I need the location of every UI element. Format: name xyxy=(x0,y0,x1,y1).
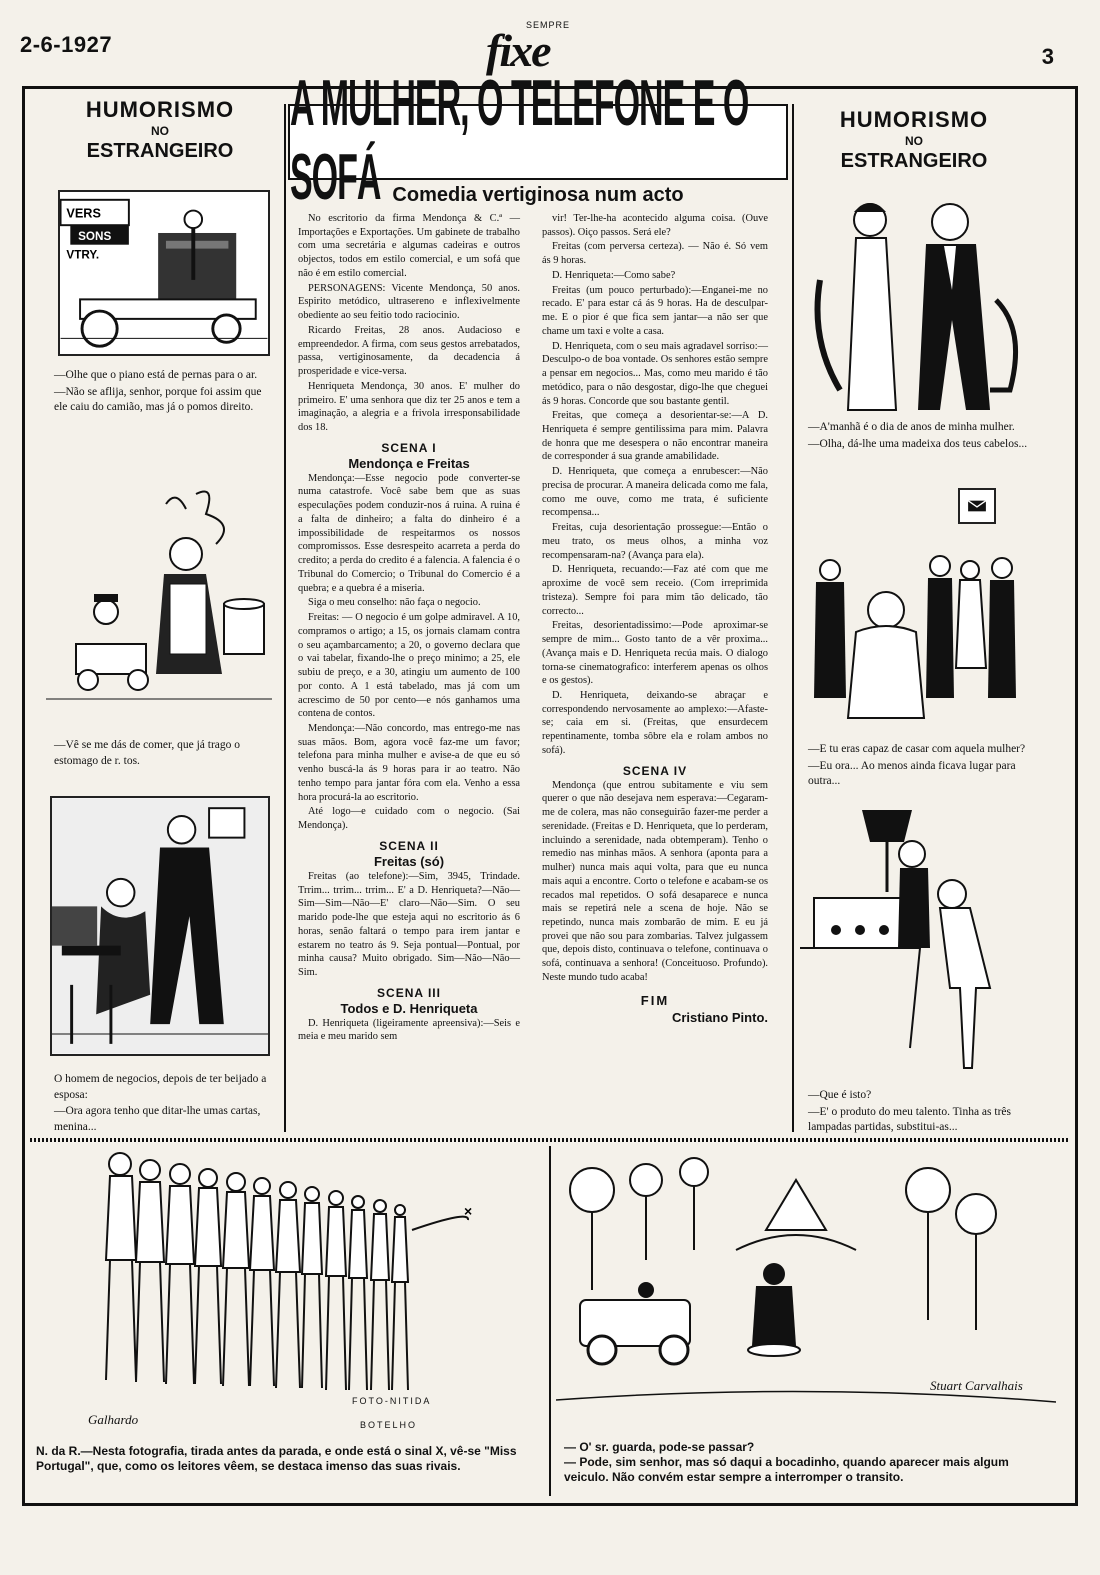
issue-date: 2-6-1927 xyxy=(20,32,113,57)
article-paragraph: D. Henriqueta, deixando-se abraçar e correspondendo nervosamente ao amplexo:—Afaste-se; caia em si. (Freitas, que ensurdecem repentinamente, tomba sôbre ela e rolam ambos no sofá). xyxy=(542,689,768,756)
article-paragraph: Freitas: — O negocio é um golpe admiravel. A 10, compramos o artigo; a 15, os jornais clamam contra o seu açambarcamento; a 20, o governo declara que o vai tabelar, fixando-lhe o preço minimo; a 25, ele subiu de preço, e a 30, atingiu um aumento de 100 por conto. A 1 está tabelado, mas já com um acrescimo de 50 por cento—e nós ganhamos uma contena de contos. xyxy=(298,612,520,720)
article-paragraph: Henriqueta Mendonça, 30 anos. E' mulher do primeiro. E' uma senhora que diz ter 25 anos e tem a imaginação, a alegria e a frivola irresponsabilidade dos 18. xyxy=(298,380,520,434)
left-section-heading: HUMORISMO NO ESTRANGEIRO xyxy=(85,97,235,162)
article-paragraph: Freitas, desorientadissimo:—Pode aproximar-se sempre de mim... Gosto tanto de a vêr proxima... (Avança mais e D. Henriqueta recúa mais. O dialogo torna-se cinematografico: interferem apenas os olhos e os gestos). xyxy=(542,620,768,687)
article-paragraph: Mendonça:—Não concordo, mas entrego-me nas suas mãos. Bom, agora você faz-me um favor; telefona para minha mulher e avise-a de que eu só venho buscá-la ás 9 horas para ir ao teatro. Não tenho tempo para jantar fóra com ela. Venho a essa hora procurá-la ao escritorio. xyxy=(298,722,520,803)
left-caption-3: O homem de negocios, depois de ter beijado a esposa: —Ora agora tenho que ditar-lhe umas cartas, menina... xyxy=(54,1073,267,1133)
scene-3-title: Todos e D. Henriqueta xyxy=(340,1000,478,1016)
scene-2-title: Freitas (só) xyxy=(373,853,445,869)
cartoon-men-lady xyxy=(800,548,1026,728)
article-paragraph: D. Henriqueta, recuando:—Faz até com que me aproxime de você sem receio. (Com irreprimida tristeza). Sempre foi para mim tão delicado, tão correcto... xyxy=(542,564,768,617)
article-paragraph: D. Henriqueta:—Como sabe? xyxy=(552,269,676,281)
article-paragraph: Siga o meu conselho: não faça o negocio. xyxy=(308,597,481,609)
left-credit: BOTELHO xyxy=(360,1420,418,1430)
men-lady-illustration xyxy=(800,548,1026,728)
right-caption-2: —E tu eras capaz de casar com aquela mulher? —Eu ora... Ao menos ainda ficava lugar para outra... xyxy=(808,743,1026,788)
cartoon-chorus-line xyxy=(40,1150,540,1420)
scene-1-label: SCENA I xyxy=(381,440,437,455)
cartoon-couple-formal xyxy=(800,190,1030,414)
cook-kitchen-illustration xyxy=(46,484,272,720)
article-paragraph: vir! Ter-lhe-ha acontecido alguma coisa. (Ouve passos). Oiço passos. Será ele? xyxy=(542,213,768,238)
article-author: Cristiano Pinto. xyxy=(671,1009,768,1025)
radio-lamps-illustration xyxy=(800,798,1026,1076)
article-paragraph: Mendonça:—Esse negocio pode converter-se numa catastrofe. Você sabe bem que as suas especulações podem conduzir-nos á ruina. A ruina é a falta de dinheiro; a falta do dinheiro é a impossibilidade de respeitarmos os nossos compromissos. Esse desrespeito acarreta a perda do credito; a perda do credito é a falencia. A falencia é o Tribunal do Comercio; o Tribunal do Comercio é a quebra; e a quebra é a miseria. xyxy=(298,472,520,594)
piano-truck-illustration xyxy=(60,192,268,354)
article-headline: A MULHER, O TELEFONE E O SOFÁ xyxy=(288,104,788,180)
svg-text:×: × xyxy=(464,1203,473,1219)
article-paragraph: D. Henriqueta (ligeiramente apreensiva):—Seis e meia e meu marido sem xyxy=(298,1017,520,1043)
sign-text-3: VTRY. xyxy=(66,248,100,262)
bottom-column-rule xyxy=(549,1146,551,1496)
column-rule-left xyxy=(284,104,286,1132)
article-paragraph: Mendonça (que entrou subitamente e viu sem querer o que não desejava nem esperava:—Cegaram-me de colera, mas não conseguirão fazer-me perder a serenidade. (Freitas e D. Henriqueta, que lo perderam, incluindo a serenidade, nada obtemperam). Tenho o remedio nas minhas mãos. A senhora (aponta para a mulher) nunca mais aqui volta, para que eu nunca mais aqui a encontre. Corto o telefone e acabam-se os recados mal repetidos. O sofá desaparece e nunca mais se repetirá nele a scena de hoje. Não se repetindo, nunca mais zombarão de mim. E eu já provei que não sou para zombarias. Talvez julgassem que, depois disto, continuava o telefone, continuava o sofá, continuava a senhora! (Conceituoso. Profundo). Neste mundo tudo acaba! xyxy=(542,779,768,983)
article-paragraph: PERSONAGENS: Vicente Mendonça, 50 anos. Espirito metódico, ultrasereno e inflexivelmente obediente ao seu feitio todo raciocinio. xyxy=(298,282,520,322)
article-paragraph: Freitas (um pouco perturbado):—Enganei-me no recado. E' para estar cá ás 9 horas. Ha de desculpar-me. E o pior é que fica sem jantar—a não ser que chame um taxi e volte a casa. xyxy=(542,284,768,337)
article-end: FIM xyxy=(640,992,670,1008)
dotted-separator xyxy=(30,1138,1070,1142)
article-paragraph: No escritorio da firma Mendonça & C.ª — Importações e Exportações. Um gabinete de trabalho com uma secretária e algumas cadeiras e outros objectos, todos em estilo comercial, e um sofá que não é em estilo comercial. xyxy=(298,213,520,279)
scene-2-label: SCENA II xyxy=(379,838,439,853)
page-number: 3 xyxy=(1041,44,1054,69)
newspaper-logo xyxy=(474,18,634,74)
left-caption-2: —Vê se me dás de comer, que já trago o estomago de r. tos. xyxy=(54,739,241,767)
article-paragraph: D. Henriqueta, que começa a enrubescer:—Não precisa de procurar. A maneira delicada como me fala, como me ouve, como me trata, é suficiente recompensa... xyxy=(542,466,768,519)
left-caption-1: —Olhe que o piano está de pernas para o ar. —Não se aflija, senhor, porque foi assim que ele caiu do camião, mas já o pomos direito. xyxy=(54,369,262,414)
article-paragraph: Freitas, que começa a desorientar-se:—A D. Henriqueta é sempre gentilissima para mim. Palavra de honra que me desespera o não encontrar maneira de corresponder á sua grande amabilidade. xyxy=(542,410,768,463)
article-paragraph: Freitas (ao telefone):—Sim, 3945, Trindade. Trrim... trrim... trrim... E' a D. Henriqueta?—Não—Sim—Sim—Não—E' claro—Não—Sim. O seu marido pode-lhe que esteja aqui no escritorio ás 6 horas, senão faltará o tempo para irem jantar e estarem no teatro ás 9. Seja pontual—Pontual, por minha causa? Muito obrigado. Sim—Não—Não—Sim. xyxy=(298,870,520,978)
ornament-box xyxy=(958,488,996,524)
logo-subtitle: SEMPRE xyxy=(526,20,571,30)
article-column-1 xyxy=(298,212,520,1045)
cartoon-businessman-office xyxy=(50,796,270,1056)
sign-text-1: VERS xyxy=(66,206,101,221)
article-column-2 xyxy=(542,212,768,1026)
left-artist-signature: Galhardo xyxy=(88,1412,139,1427)
column-rule-right xyxy=(792,104,794,1132)
right-caption-1: —A'manhã é o dia de anos de minha mulher. —Olha, dá-lhe uma madeixa dos teus cabelos... xyxy=(808,421,1028,450)
right-artist-signature: Stuart Carvalhais xyxy=(930,1378,1023,1393)
photo-label: FOTO-NITIDA xyxy=(352,1396,432,1406)
bottom-right-caption: — O' sr. guarda, pode-se passar? — Pode, sim senhor, mas só daqui a bocadinho, quando aparecer mais algum veiculo. Não convém estar sempre a interromper o transito. xyxy=(564,1440,1009,1484)
scene-4-label: SCENA IV xyxy=(622,763,688,778)
right-section-heading: HUMORISMO NO ESTRANGEIRO xyxy=(839,107,989,172)
right-caption-3: —Que é isto? —E' o produto do meu talento. Tinha as três lampadas partidas, substitui-as... xyxy=(808,1089,1011,1134)
chorus-line-illustration xyxy=(40,1150,540,1420)
article-paragraph: Até logo—e cuidado com o negocio. (Sai Mendonça). xyxy=(298,806,520,832)
article-paragraph: Freitas, cuja desorientação prossegue:—Então o meu trato, os meus olhos, a minha voz recompensaram-na? (Avança para ela). xyxy=(542,522,768,561)
scene-1-title: Mendonça e Freitas xyxy=(348,455,470,471)
logo-wordmark: fixe xyxy=(486,25,550,76)
scene-3-label: SCENA III xyxy=(377,985,441,1000)
article-paragraph: Freitas (com perversa certeza). — Não é. Só vem ás 9 horas. xyxy=(542,241,768,267)
sign-text-2: SONS xyxy=(78,229,112,243)
couple-formal-illustration xyxy=(800,190,1030,414)
article-paragraph: Ricardo Freitas, 28 anos. Audacioso e empreendedor. A firma, com seus gestos arrebatados, passa, vertiginosamente, da decadencia á prosperidade e vice-versa. xyxy=(298,324,520,378)
cartoon-piano-truck xyxy=(58,190,270,356)
businessman-office-illustration xyxy=(52,798,268,1054)
bottom-left-caption: N. da R.—Nesta fotografia, tirada antes da parada, e onde está o sinal X, vê-se "Miss Portugal", que, como os leitores vêem, se destaca imenso das suas rivais. xyxy=(36,1444,517,1473)
cartoon-radio-lamps xyxy=(800,798,1026,1076)
article-paragraph: D. Henriqueta, com o seu mais agradavel sorriso:—Desculpo-o de boa vontade. Os senhores estão sempre a pensar em negocios... Mas, como meu marido é tão metódico, para o não desgostar, digo-lhe que cheguei ás 9 horas. Concorde que sou bastante gentil. xyxy=(542,340,768,407)
envelope-icon xyxy=(960,490,994,522)
cartoon-cook-kitchen xyxy=(46,484,272,720)
article-subheadline: Comedia vertiginosa num acto xyxy=(392,184,684,206)
